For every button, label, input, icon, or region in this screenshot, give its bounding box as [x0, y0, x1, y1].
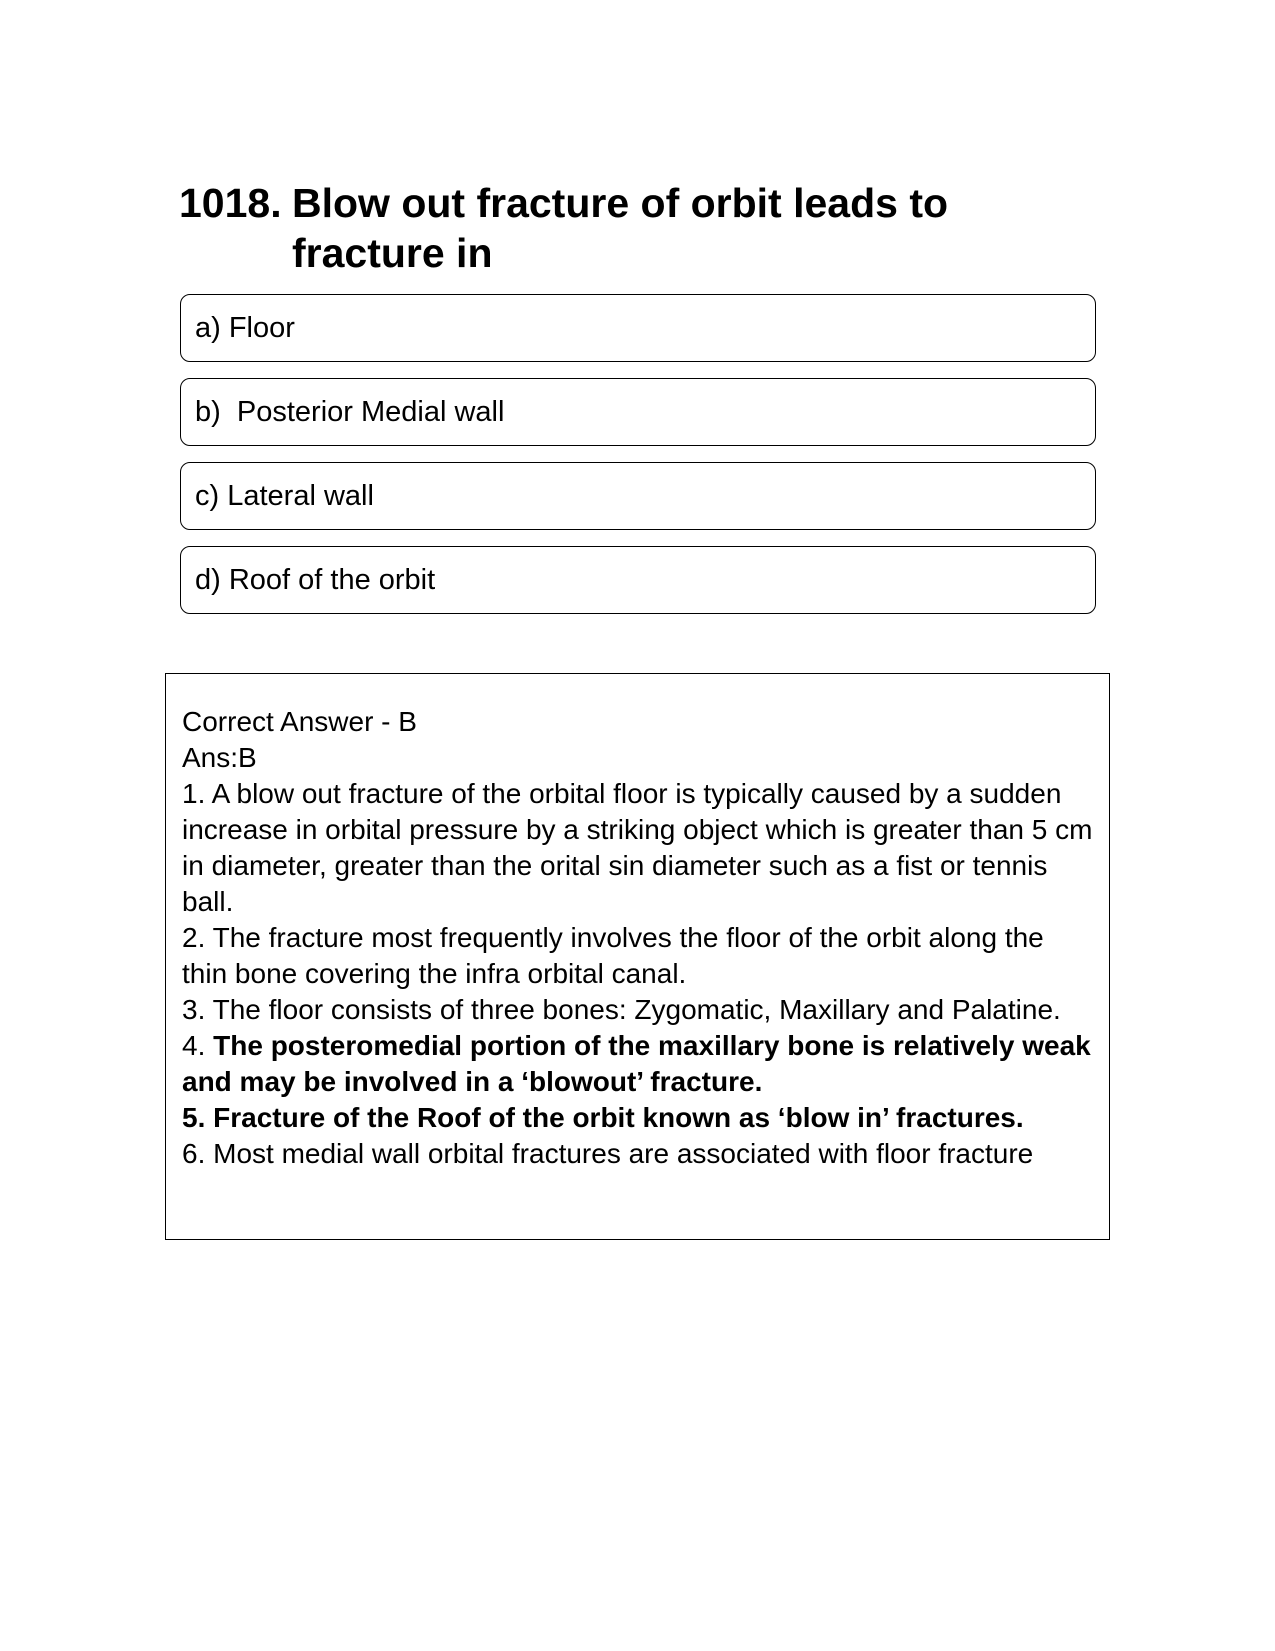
explanation-point-1: 1. A blow out fracture of the orbital floor is typically caused by a sudden increase in orbital pressure by a striking object which is greater than 5 cm in diameter, greater than the orital sin diameter such as a fist or tennis ball.	[182, 778, 1093, 917]
explanation-point-3: 3. The floor consists of three bones: Zygomatic, Maxillary and Palatine.	[182, 994, 1061, 1025]
answer-explanation-box	[165, 673, 1110, 1240]
explanation-point-4-bold: The posteromedial portion of the maxillary bone is relatively weak and may be involved in a ‘blowout’ fracture.	[182, 1030, 1091, 1097]
correct-answer-line: Correct Answer - B	[182, 706, 417, 737]
explanation-point-2: 2. The fracture most frequently involves the floor of the orbit along the thin bone covering the infra orbital canal.	[182, 922, 1044, 989]
explanation-point-4-prefix: 4.	[182, 1030, 214, 1061]
explanation-point-6: 6. Most medial wall orbital fractures are associated with floor fracture	[182, 1138, 1034, 1169]
option-a[interactable]: a) Floor	[180, 294, 1096, 362]
option-b[interactable]: b) Posterior Medial wall	[180, 378, 1096, 446]
explanation-point-5: 5. Fracture of the Roof of the orbit known as ‘blow in’ fractures.	[182, 1102, 1024, 1133]
question-heading	[179, 178, 1099, 278]
option-c[interactable]: c) Lateral wall	[180, 462, 1096, 530]
option-d[interactable]: d) Roof of the orbit	[180, 546, 1096, 614]
explanation-point-4	[182, 1028, 1095, 1100]
ans-line: Ans:B	[182, 742, 257, 773]
question-number: 1018.	[179, 180, 282, 226]
question-text: Blow out fracture of orbit leads to fracture in	[292, 180, 949, 276]
options-list	[180, 294, 1096, 630]
